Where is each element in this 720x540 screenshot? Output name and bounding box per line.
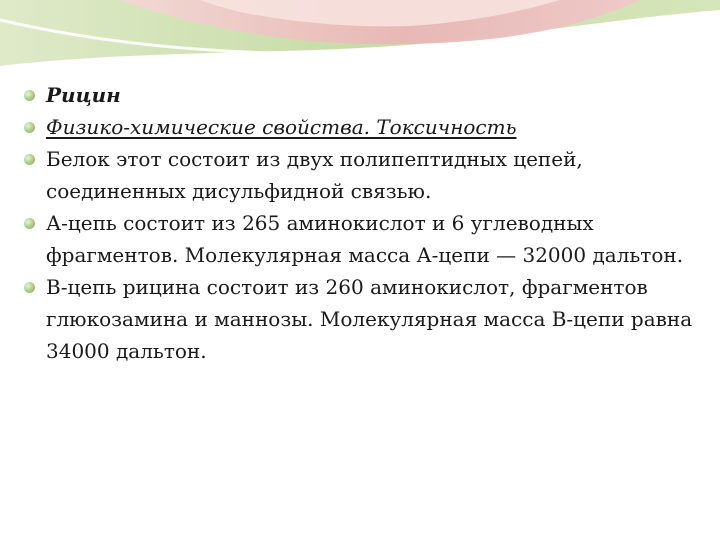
bullet-text: В-цепь рицина состоит из 260 аминокислот, фрагментов глюкозамина и маннозы. Молекулярная масса В-цепи равна 34000 дальтон. [46, 275, 693, 363]
bullet-item-properties [22, 111, 702, 143]
bullet-dot-icon [24, 122, 35, 133]
bullet-item-ricin [22, 79, 702, 111]
bullet-dot-icon [24, 154, 35, 165]
header-wave-decoration [0, 0, 720, 80]
bullet-text: А-цепь состоит из 265 аминокислот и 6 углеводных фрагментов. Молекулярная масса А-цепи — 32000 дальтон. [46, 211, 684, 267]
bullet-dot-icon [24, 90, 35, 101]
bullet-item-a-chain [22, 207, 702, 271]
bullet-dot-icon [24, 218, 35, 229]
bullet-list [22, 79, 702, 367]
bullet-text: Рицин [46, 83, 121, 107]
bullet-dot-icon [24, 282, 35, 293]
slide-content [22, 79, 702, 367]
bullet-item-protein [22, 143, 702, 207]
bullet-text: Белок этот состоит из двух полипептидных цепей, соединенных дисульфидной связью. [46, 147, 583, 203]
bullet-text: Физико-химические свойства. Токсичность [46, 115, 517, 139]
bullet-item-b-chain [22, 271, 702, 367]
